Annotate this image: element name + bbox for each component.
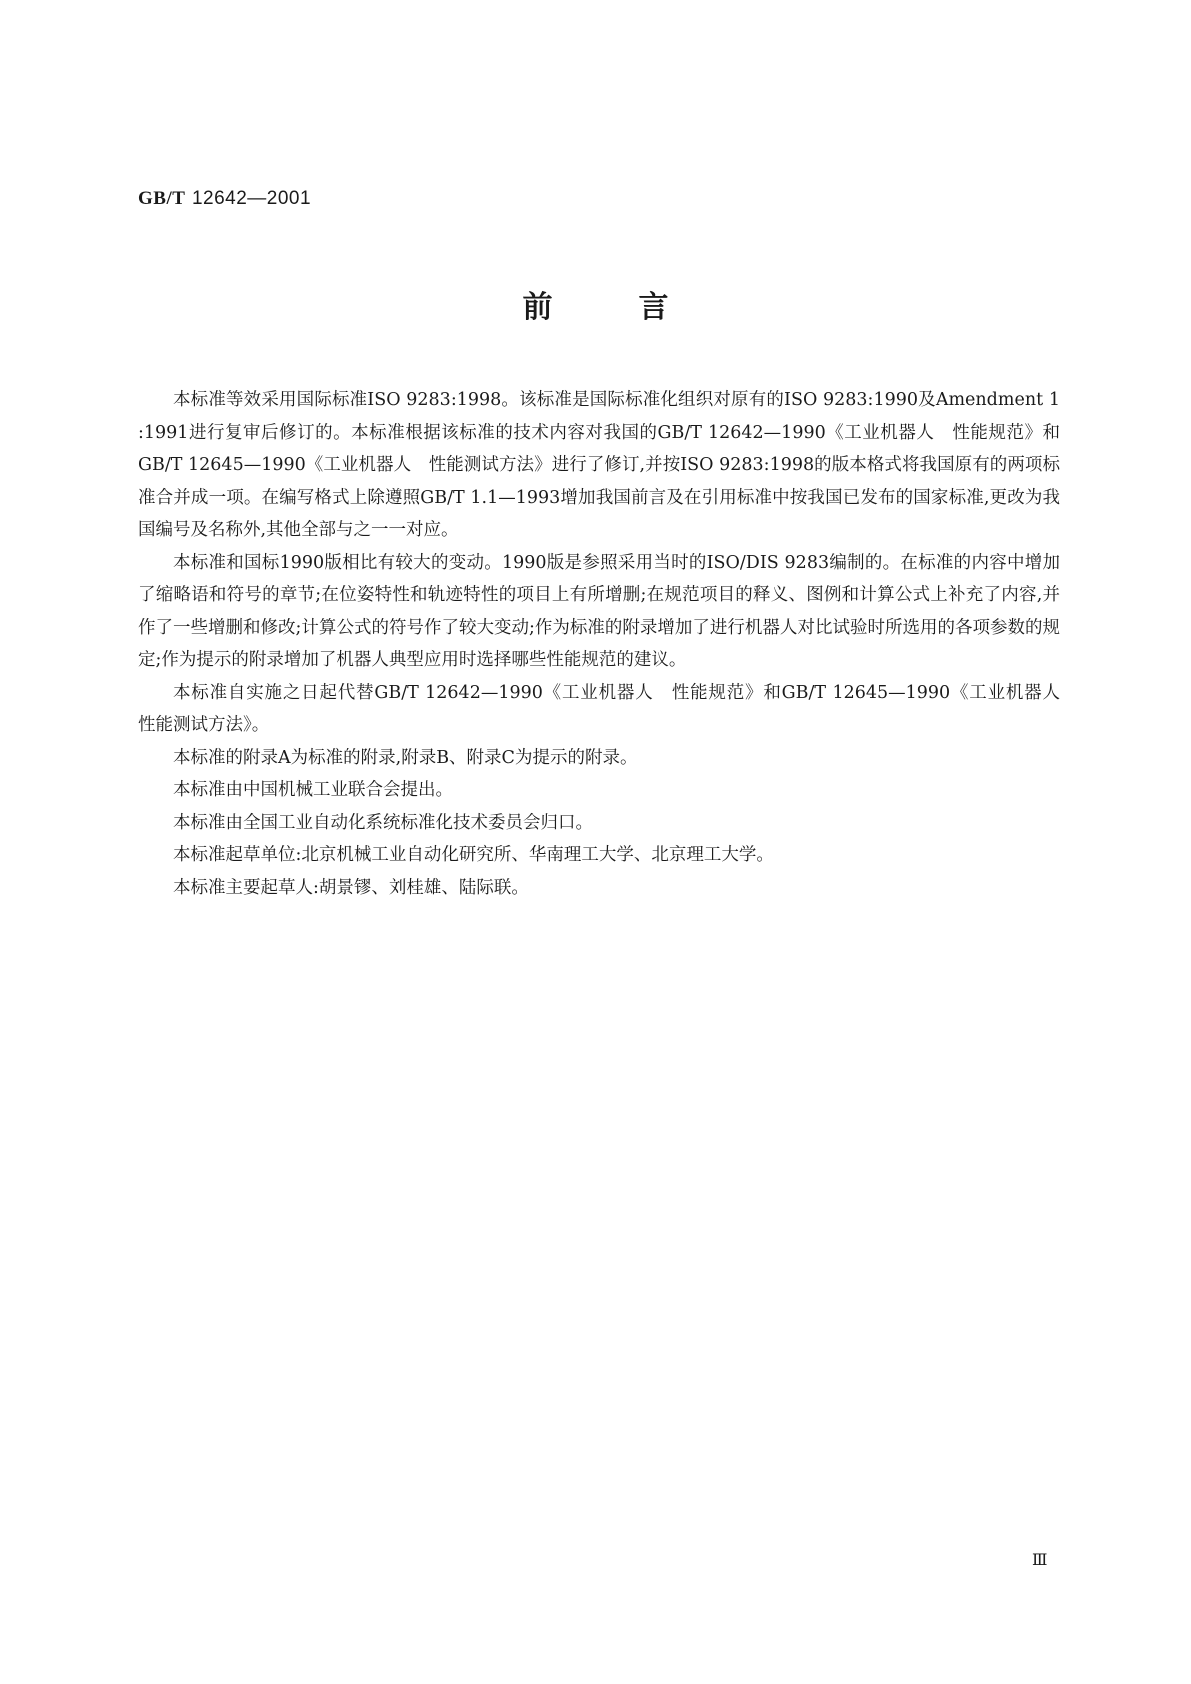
paragraph-drafting-units: 本标准起草单位:北京机械工业自动化研究所、华南理工大学、北京理工大学。 — [173, 845, 774, 865]
paragraph-committee: 本标准由全国工业自动化系统标准化技术委员会归口。 — [173, 812, 593, 833]
paragraph-adoption: 本标准等效采用国际标准ISO 9283:1998。该标准是国际标准化组织对原有的ISO 9283:1990及Amendment 1 :1991进行复审后修订的。本标准根据该标准的技术内容对我国的GB/T 12642—1990《工业机器人 性能规范》和GB/T 12645—1990《工业机器人 性能测试方法》进行了修订,并按ISO 9283:1998的版本格式将我国原有的两项标准合并成一项。在编写格式上除遵照GB/T 1.1—1993增加我国前言及在引用标准中按我国已发布的国家标准,更改为我国编号及名称外,其他全部与之一一对应。 — [138, 390, 1060, 540]
paragraph-replacement: 本标准自实施之日起代替GB/T 12642—1990《工业机器人 性能规范》和GB/T 12645—1990《工业机器人 性能测试方法》。 — [138, 682, 1078, 735]
paragraph-drafters: 本标准主要起草人:胡景镠、刘桂雄、陆际联。 — [173, 877, 529, 898]
paragraph-proposer: 本标准由中国机械工业联合会提出。 — [173, 780, 453, 800]
page-title: 前言 — [522, 290, 755, 325]
standard-code-number: 12642—2001 — [191, 188, 312, 209]
paragraph-appendices: 本标准的附录A为标准的附录,附录B、附录C为提示的附录。 — [173, 747, 638, 768]
standard-code-header — [138, 187, 311, 210]
paragraph-changes: 本标准和国标1990版相比有较大的变动。1990版是参照采用当时的ISO/DIS 9283编制的。在标准的内容中增加了缩略语和符号的章节;在位姿特性和轨迹特性的项目上有所增删;在规范项目的释义、图例和计算公式上补充了内容,并作了一些增删和修改;计算公式的符号作了较大变动;作为标准的附录增加了进行机器人对比试验时所选用的各项参数的规定;作为提示的附录增加了机器人典型应用时选择哪些性能规范的建议。 — [138, 552, 1060, 670]
standard-code-prefix: GB/T — [138, 188, 186, 209]
page-number: Ⅲ — [1032, 1552, 1048, 1569]
foreword-body — [138, 384, 1078, 904]
